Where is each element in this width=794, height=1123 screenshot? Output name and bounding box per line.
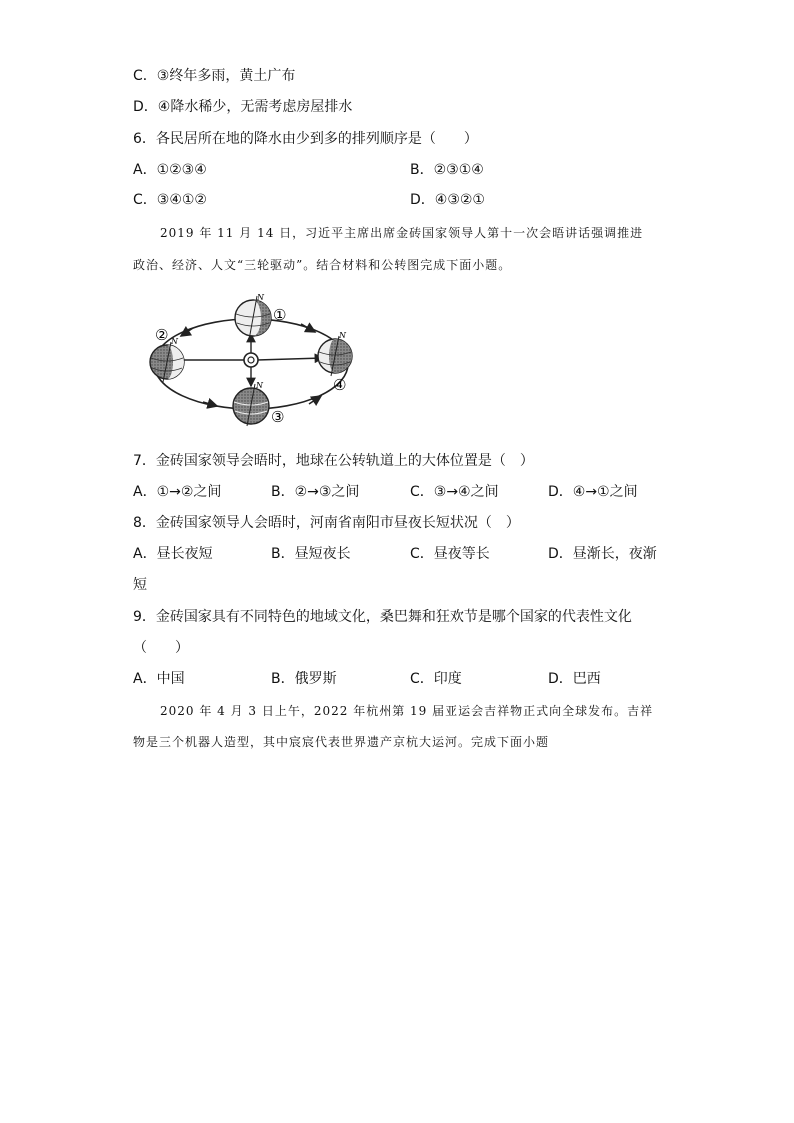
label-1: ① — [273, 306, 287, 324]
q6-option-d: D．④③②① — [410, 192, 485, 208]
q9-stem-wrap: （ ） — [133, 640, 189, 656]
q9-option-b: B．俄罗斯 — [271, 671, 337, 687]
material-2-line-1: 2020 年 4 月 3 日上午，2022 年杭州第 19 届亚运会吉祥物正式向全球发布。吉祥 — [160, 704, 654, 718]
q8-option-c: C．昼夜等长 — [410, 546, 490, 562]
q6-option-a: A．①②③④ — [133, 162, 207, 178]
axis-mark-2: N — [171, 337, 178, 346]
q7-stem: 7．金砖国家领导会晤时，地球在公转轨道上的大体位置是（ ） — [133, 453, 534, 469]
q6-option-b: B．②③①④ — [410, 162, 484, 178]
q8-stem: 8．金砖国家领导人会晤时，河南省南阳市昼夜长短状况（ ） — [133, 515, 520, 531]
earth-position-2-icon — [150, 342, 184, 382]
label-4: ④ — [333, 376, 347, 394]
q9-option-d: D．巴西 — [548, 671, 601, 687]
q9-option-a: A．中国 — [133, 671, 185, 687]
q7-option-b: B．②→③之间 — [271, 484, 360, 500]
material-1-line-1: 2019 年 11 月 14 日，习近平主席出席金砖国家领导人第十一次会晤讲话强调推进 — [160, 226, 644, 240]
revolution-orbit-figure — [133, 292, 365, 430]
q6-stem: 6．各民居所在地的降水由少到多的排列顺序是（ ） — [133, 131, 478, 147]
q7-option-c: C．③→④之间 — [410, 484, 499, 500]
q7-option-d: D．④→①之间 — [548, 484, 638, 500]
q6-option-c: C．③④①② — [133, 192, 207, 208]
q9-stem: 9．金砖国家具有不同特色的地域文化，桑巴舞和狂欢节是哪个国家的代表性文化 — [133, 609, 632, 625]
q7-option-a: A．①→②之间 — [133, 484, 222, 500]
earth-position-1-icon — [235, 296, 271, 340]
q8-option-d: D．昼渐长，夜渐 — [548, 546, 657, 562]
q8-option-d-wrap: 短 — [133, 577, 147, 593]
q9-option-c: C．印度 — [410, 671, 462, 687]
q8-option-a: A．昼长夜短 — [133, 546, 213, 562]
axis-mark-3: N — [256, 381, 263, 390]
axis-mark-4: N — [339, 331, 346, 340]
earth-position-3-icon — [233, 384, 269, 426]
material-2-line-2: 物是三个机器人造型，其中宸宸代表世界遗产京杭大运河。完成下面小题 — [133, 735, 550, 749]
label-2: ② — [155, 326, 169, 344]
q5-option-d: D．④降水稀少，无需考虑房屋排水 — [133, 99, 353, 115]
q5-option-c: C．③终年多雨，黄土广布 — [133, 68, 296, 84]
axis-mark-1: N — [257, 293, 264, 302]
q8-option-b: B．昼短夜长 — [271, 546, 351, 562]
label-3: ③ — [271, 408, 285, 426]
material-1-line-2: 政治、经济、人文“三轮驱动”。结合材料和公转图完成下面小题。 — [133, 258, 512, 272]
sun-icon — [244, 353, 258, 367]
